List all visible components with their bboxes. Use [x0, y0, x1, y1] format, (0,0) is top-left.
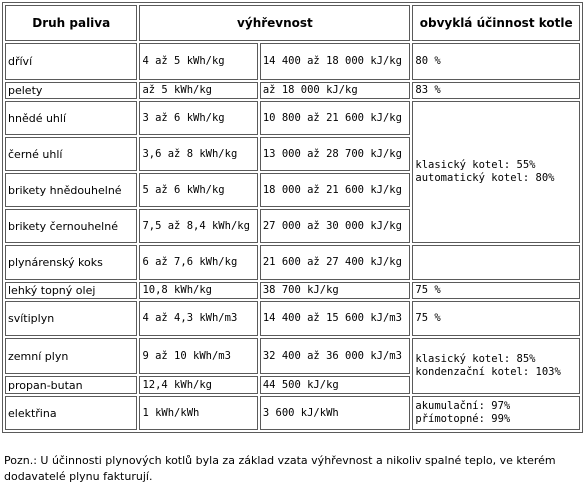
fuel-name: lehký topný olej — [5, 282, 137, 299]
table-row — [5, 82, 580, 99]
fuel-name: brikety černouhelné — [5, 209, 137, 243]
value-kwh: 6 až 7,6 kWh/kg — [139, 245, 257, 280]
table-row — [5, 43, 580, 80]
value-kj: 3 600 kJ/kWh — [260, 396, 411, 430]
efficiency-coal-merged — [412, 101, 580, 243]
fuel-name: elektřina — [5, 396, 137, 430]
value-kwh: 4 až 4,3 kWh/m3 — [139, 301, 257, 336]
header-row — [5, 5, 580, 41]
value-kwh: 3,6 až 8 kWh/kg — [139, 137, 257, 171]
header-calorific-value: výhřevnost — [139, 5, 410, 41]
value-kj: 32 400 až 36 000 kJ/m3 — [260, 338, 411, 374]
fuel-name: svítiplyn — [5, 301, 137, 336]
table-row — [5, 301, 580, 336]
value-kwh: 12,4 kWh/kg — [139, 376, 257, 394]
fuel-name: hnědé uhlí — [5, 101, 137, 135]
table-row — [5, 282, 580, 299]
efficiency-line: akumulační: 97% — [415, 400, 511, 412]
fuel-name: zemní plyn — [5, 338, 137, 374]
value-kwh: 7,5 až 8,4 kWh/kg — [139, 209, 257, 243]
fuel-table — [2, 2, 583, 433]
efficiency-line: klasický kotel: 85% — [415, 353, 536, 365]
value-kj: 21 600 až 27 400 kJ/kg — [260, 245, 411, 280]
efficiency-electric-merged — [412, 396, 580, 430]
efficiency: 83 % — [412, 82, 580, 99]
header-boiler-efficiency: obvyklá účinnost kotle — [412, 5, 580, 41]
value-kj: 10 800 až 21 600 kJ/kg — [260, 101, 411, 135]
table-row — [5, 101, 580, 135]
efficiency: 75 % — [412, 282, 580, 299]
table-row — [5, 338, 580, 374]
value-kwh: 10,8 kWh/kg — [139, 282, 257, 299]
value-kj: až 18 000 kJ/kg — [260, 82, 411, 99]
fuel-name: dříví — [5, 43, 137, 80]
value-kwh: až 5 kWh/kg — [139, 82, 257, 99]
efficiency-line: přímotopné: 99% — [415, 413, 511, 425]
value-kwh: 9 až 10 kWh/m3 — [139, 338, 257, 374]
value-kj: 13 000 až 28 700 kJ/kg — [260, 137, 411, 171]
value-kj: 14 400 až 15 600 kJ/m3 — [260, 301, 411, 336]
value-kj: 44 500 kJ/kg — [260, 376, 411, 394]
efficiency: 75 % — [412, 301, 580, 336]
value-kj: 14 400 až 18 000 kJ/kg — [260, 43, 411, 80]
fuel-name: brikety hnědouhelné — [5, 173, 137, 207]
efficiency-gas-merged — [412, 338, 580, 394]
value-kwh: 4 až 5 kWh/kg — [139, 43, 257, 80]
fuel-name: plynárenský koks — [5, 245, 137, 280]
value-kwh: 3 až 6 kWh/kg — [139, 101, 257, 135]
value-kj: 27 000 až 30 000 kJ/kg — [260, 209, 411, 243]
efficiency-line: kondenzační kotel: 103% — [415, 366, 561, 378]
fuel-name: černé uhlí — [5, 137, 137, 171]
value-kwh: 5 až 6 kWh/kg — [139, 173, 257, 207]
value-kwh: 1 kWh/kWh — [139, 396, 257, 430]
value-kj: 38 700 kJ/kg — [260, 282, 411, 299]
table-row — [5, 245, 580, 280]
header-fuel-type: Druh paliva — [5, 5, 137, 41]
efficiency-line: klasický kotel: 55% — [415, 159, 536, 171]
fuel-name: pelety — [5, 82, 137, 99]
footnote: Pozn.: U účinnosti plynových kotlů byla za základ vzata výhřevnost a nikoliv spalné teplo, ve kterém dodavatelé plynu fakturují. — [4, 454, 556, 483]
efficiency-line: automatický kotel: 80% — [415, 172, 555, 184]
fuel-name: propan-butan — [5, 376, 137, 394]
efficiency: 80 % — [412, 43, 580, 80]
value-kj: 18 000 až 21 600 kJ/kg — [260, 173, 411, 207]
efficiency — [412, 245, 580, 280]
table-row — [5, 396, 580, 430]
